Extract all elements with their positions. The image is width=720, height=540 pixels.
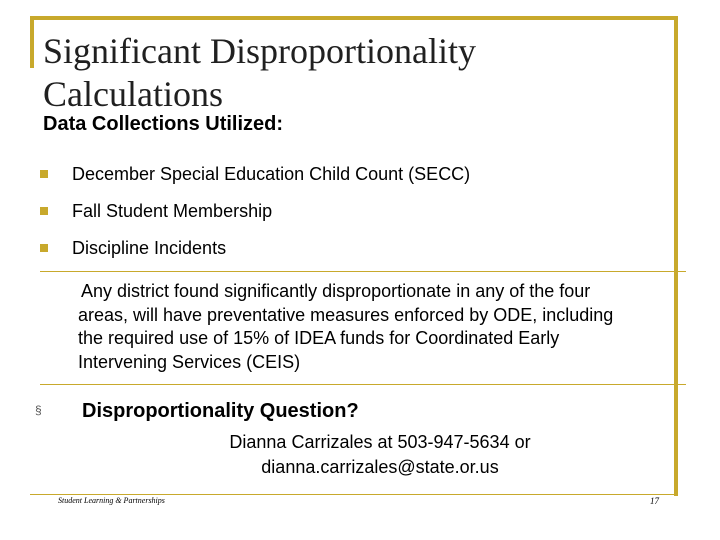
contact-email: dianna.carrizales@state.or.us: [261, 457, 499, 477]
slide-title-line-2: Calculations: [43, 74, 223, 114]
square-bullet-icon: [40, 244, 48, 252]
bullet-item: [40, 192, 660, 229]
frame-bottom-border: [30, 494, 678, 495]
note-paragraph: [78, 280, 678, 374]
bullet-text: Fall Student Membership: [72, 200, 273, 221]
square-bullet-icon: [40, 207, 48, 215]
frame-right-border: [674, 16, 678, 496]
note-line-2: areas, will have preventative measures enforced by ODE, including: [78, 304, 614, 325]
bullet-text: Discipline Incidents: [72, 237, 227, 258]
slide-title-line-1: Significant Disproportionality: [43, 31, 476, 71]
question-heading: Disproportionality Question?: [82, 400, 359, 422]
bullet-text: December Special Education Child Count (SECC): [72, 163, 471, 184]
footer-organization: Student Learning & Partnerships: [58, 496, 165, 505]
contact-info: [200, 430, 560, 480]
contact-line-1: Dianna Carrizales at 503-947-5634 or: [229, 432, 531, 452]
note-line-1: Any district found significantly disproportionate in any of the four: [81, 281, 591, 301]
bullet-item: [40, 155, 660, 192]
note-line-4: Intervening Services (CEIS): [78, 351, 301, 372]
slide-title: [43, 30, 643, 116]
bullet-list: [40, 155, 660, 266]
frame-top-border: [30, 16, 678, 20]
square-bullet-icon: [40, 170, 48, 178]
page-number: 17: [650, 496, 659, 506]
frame-left-border: [30, 16, 34, 68]
note-line-3: the required use of 15% of IDEA funds for Coordinated Early: [78, 328, 560, 348]
section-heading: Data Collections Utilized:: [43, 113, 284, 135]
bullet-item: [40, 229, 660, 266]
section-bullet-icon: §: [35, 403, 42, 417]
divider-line-top: [40, 271, 686, 272]
divider-line-bottom: [40, 384, 686, 385]
